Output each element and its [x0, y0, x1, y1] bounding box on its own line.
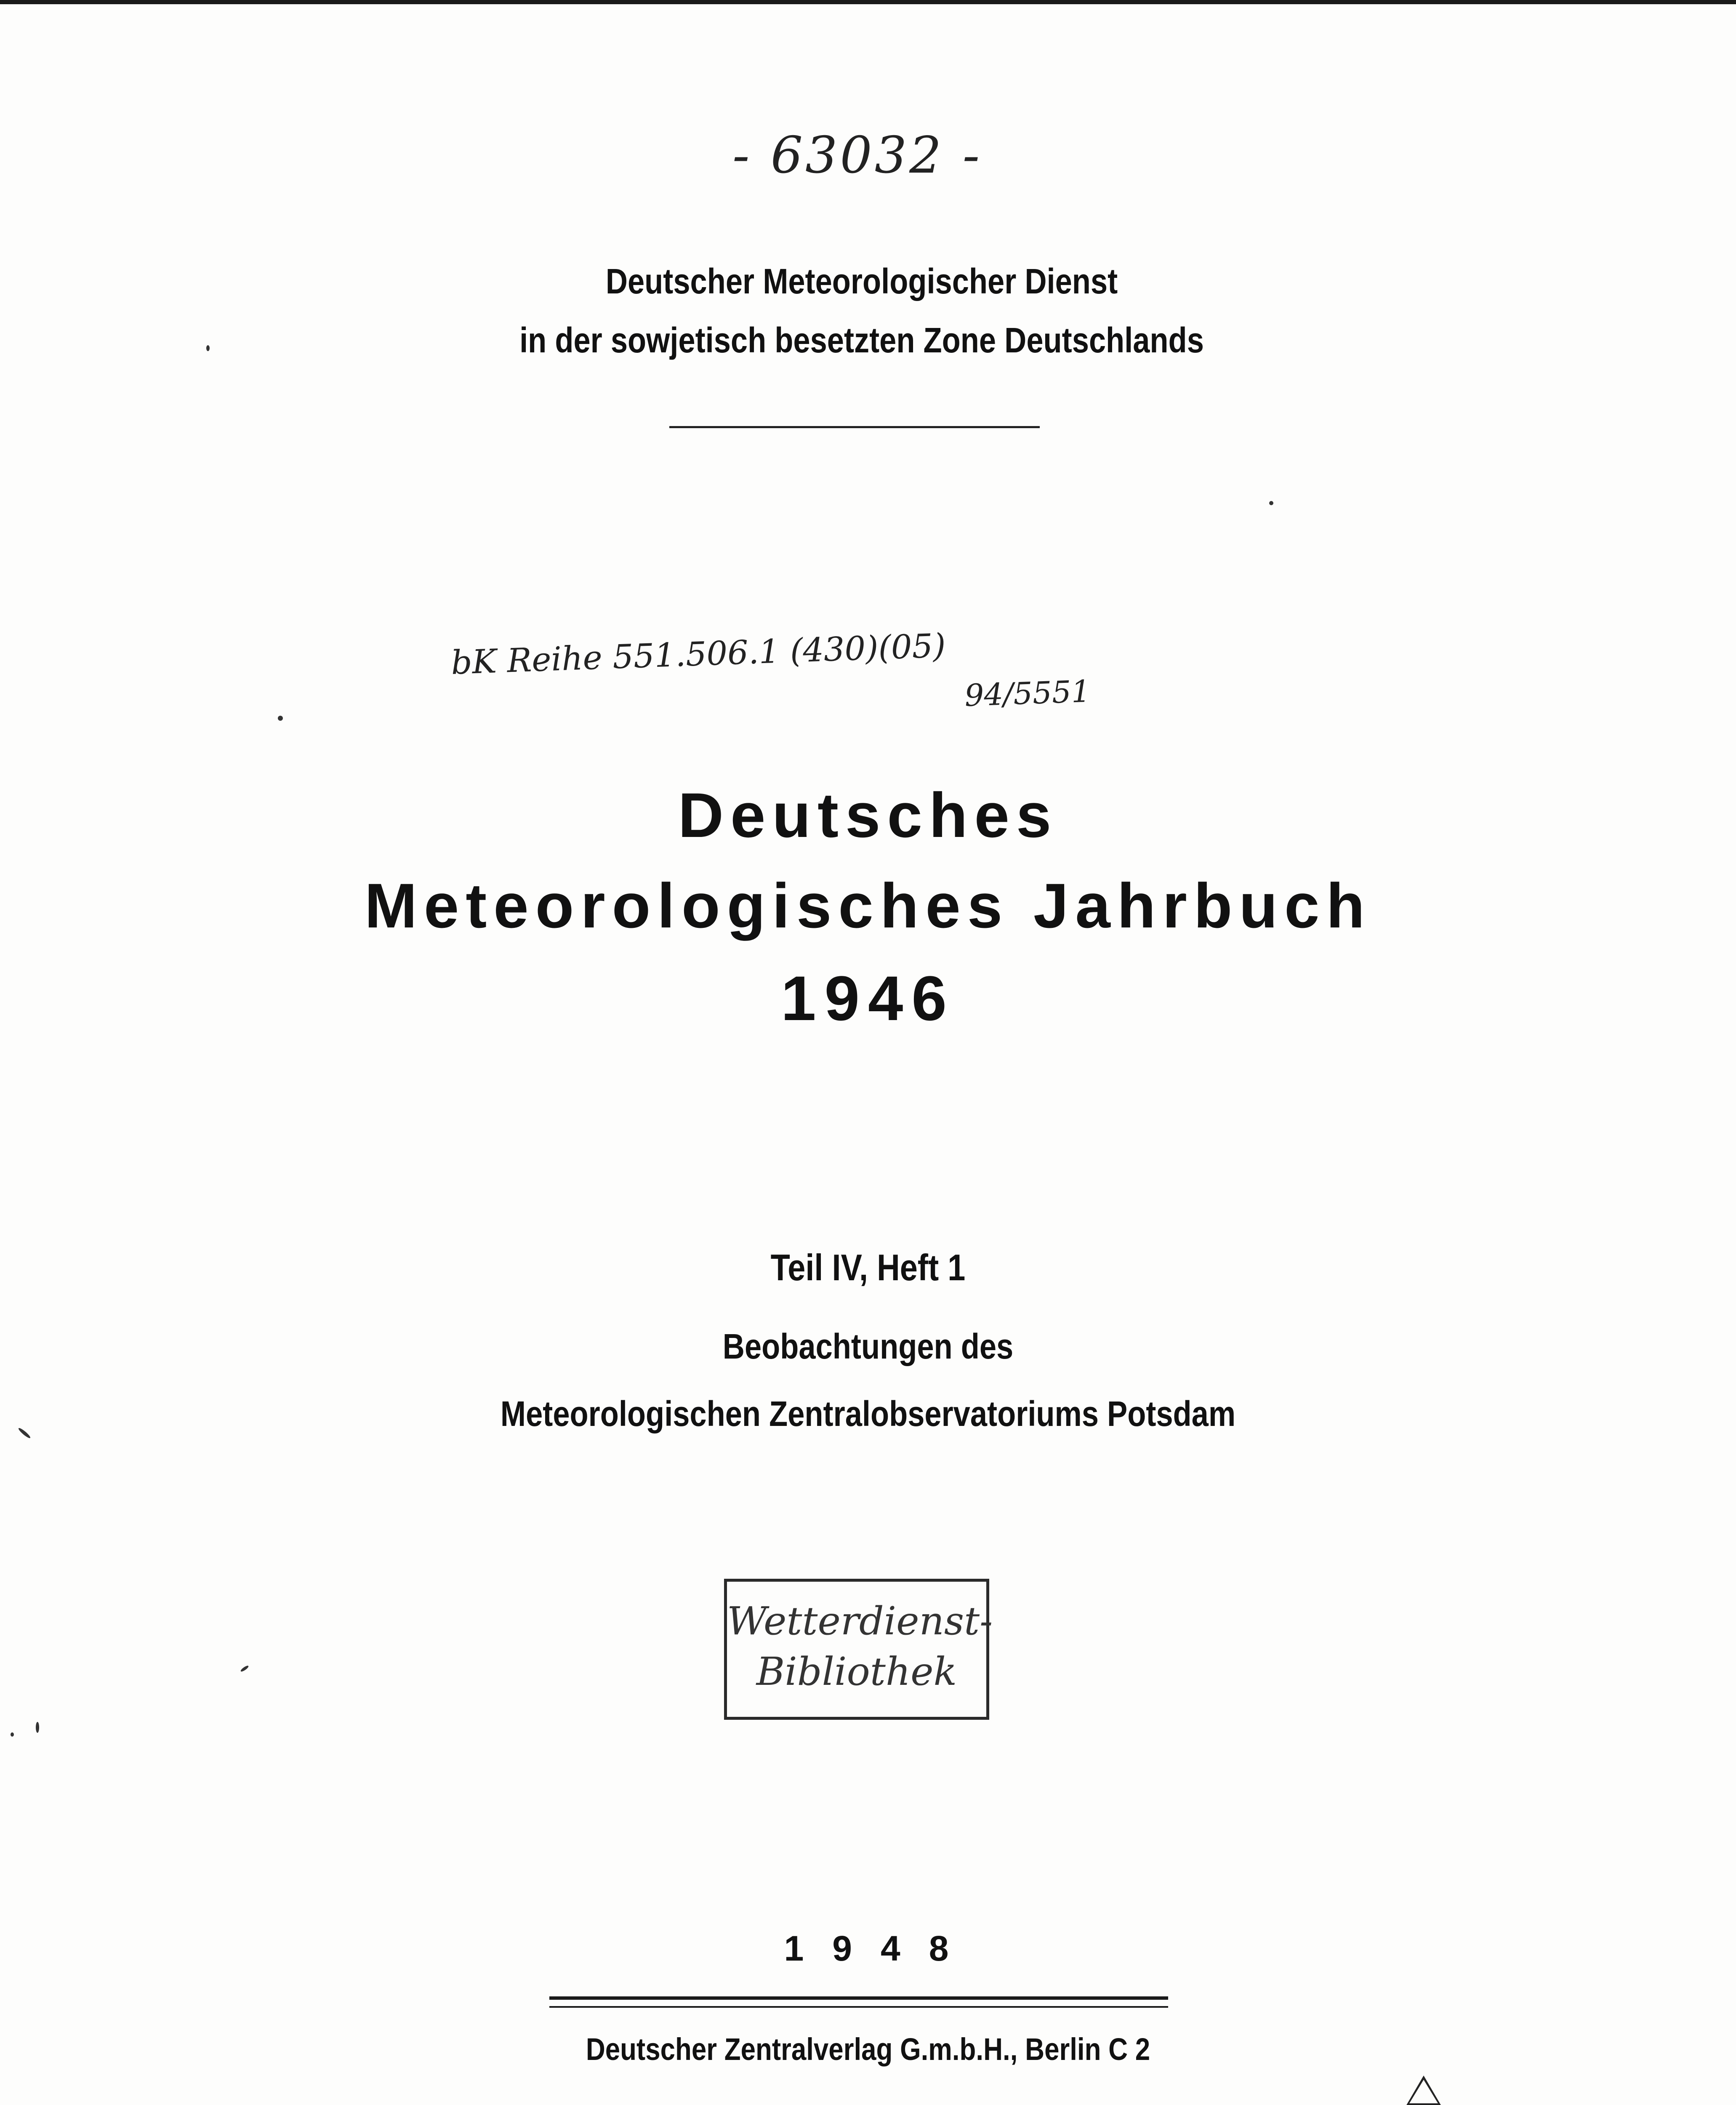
imprint-rule-thin: [549, 2006, 1168, 2008]
triangle-mark-icon: [1406, 2076, 1441, 2105]
scan-speck: [278, 716, 283, 721]
scan-speck: [36, 1722, 39, 1733]
header-divider: [669, 426, 1040, 428]
title-year: 1946: [781, 963, 955, 1034]
publisher-header-line-1: Deutscher Meteorologischer Dienst: [605, 261, 1118, 301]
scan-speck: [240, 1665, 249, 1672]
scan-top-border: [0, 0, 1736, 4]
publisher-header-line-2: in der sowjetisch besetzten Zone Deutschlands: [519, 320, 1204, 360]
scan-speck: [1269, 501, 1273, 505]
stamp-line-1: Wetterdienst-: [727, 1599, 993, 1644]
handwritten-catalog-number: - 63032 -: [732, 126, 982, 185]
scan-speck: [18, 1427, 32, 1439]
title-line-1: Deutsches: [678, 780, 1058, 850]
library-stamp: [724, 1579, 993, 1720]
title-line-2: Meteorologisches Jahrbuch: [364, 870, 1372, 941]
imprint-year: 1948: [784, 1929, 977, 1968]
stamp-line-2: Bibliothek: [756, 1649, 957, 1694]
scan-speck: [11, 1732, 14, 1737]
imprint-rule-thick: [549, 1996, 1168, 2000]
subtitle-line-2: Meteorologischen Zentralobservatoriums Potsdam: [500, 1394, 1236, 1434]
part-label: Teil IV, Heft 1: [770, 1247, 966, 1288]
imprint-publisher: Deutscher Zentralverlag G.m.b.H., Berlin C 2: [586, 2032, 1150, 2067]
handwritten-call-number: bK Reihe 551.506.1 (430)(05): [450, 626, 947, 682]
subtitle-line-1: Beobachtungen des: [722, 1327, 1014, 1366]
scan-speck: [206, 345, 210, 351]
handwritten-accession-number: 94/5551: [964, 673, 1091, 713]
